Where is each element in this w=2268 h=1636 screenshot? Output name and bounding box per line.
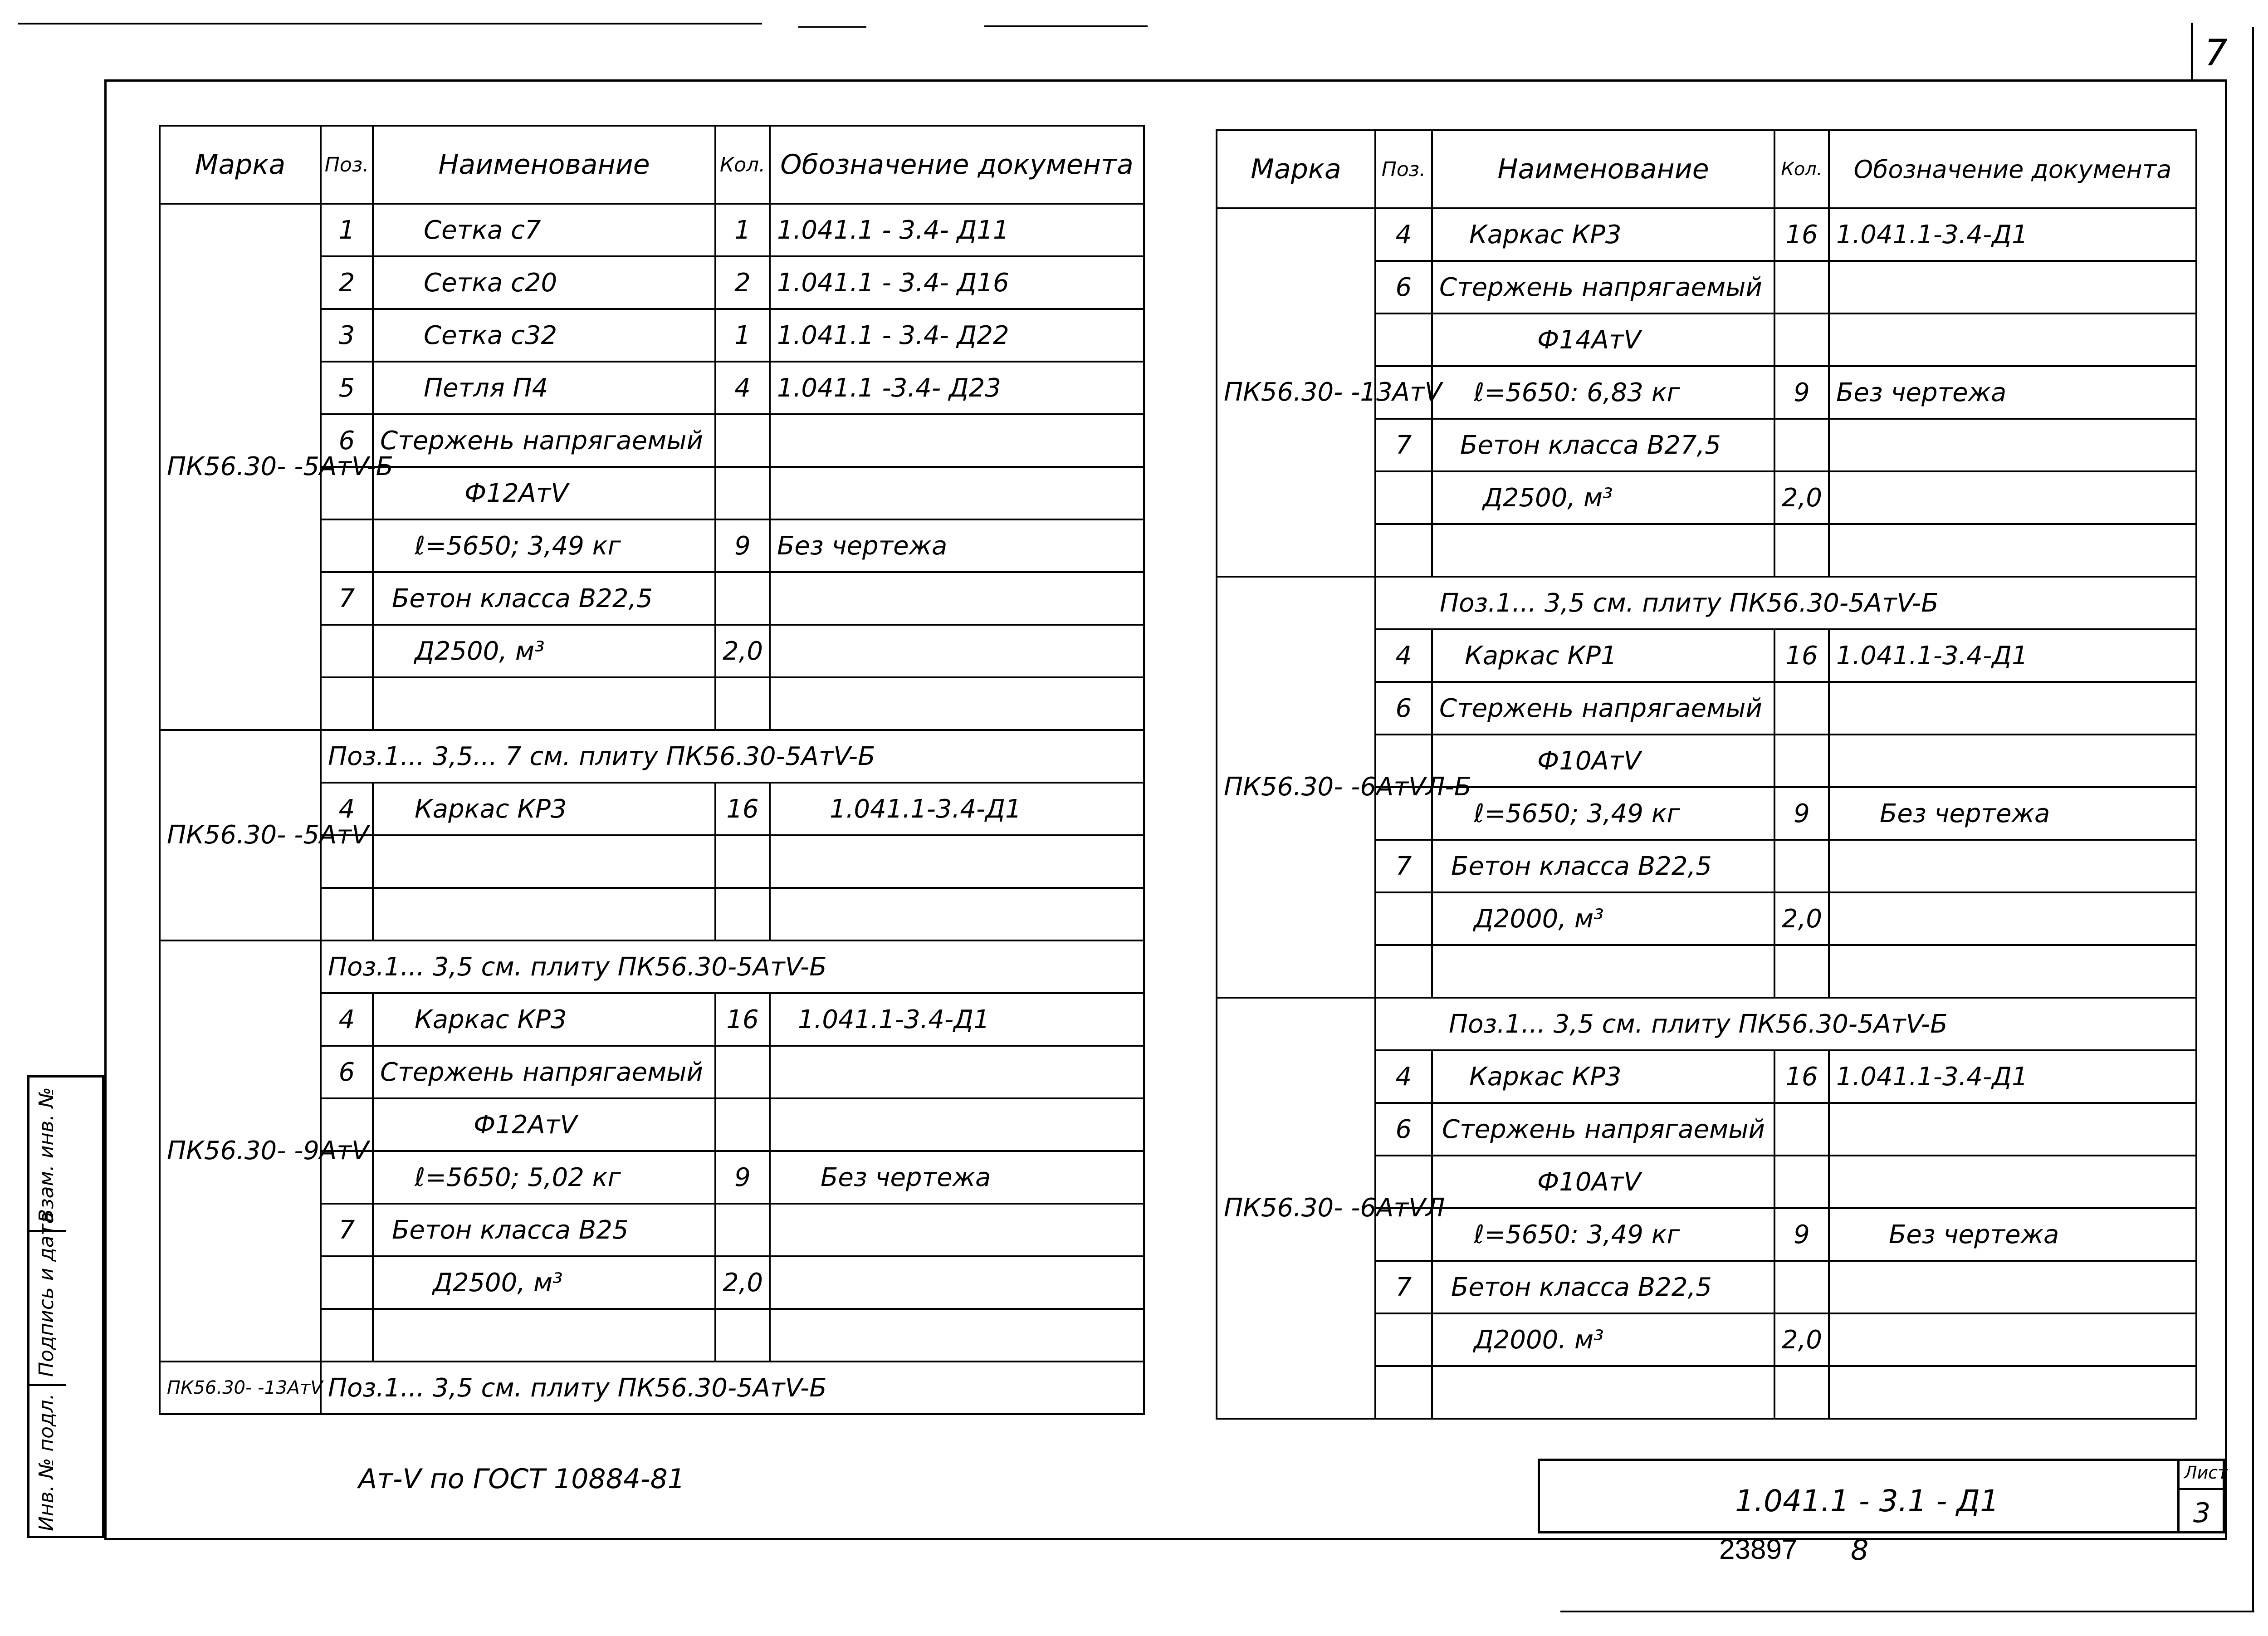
- header-doc: Обозначение документа: [770, 126, 1144, 204]
- cell-doc: Без чертежа: [770, 519, 1144, 572]
- cell-poz: [1375, 892, 1432, 945]
- cell-doc: [770, 1256, 1144, 1309]
- cell-doc: [1829, 471, 2196, 524]
- cell-doc: [1829, 735, 2196, 787]
- table-row: [160, 1362, 1144, 1414]
- cell-name: Каркас КР3: [373, 783, 715, 835]
- cell-name: Д2000, м³: [1432, 892, 1774, 945]
- header-name: Наименование: [373, 126, 715, 204]
- cell-poz: [1375, 471, 1432, 524]
- cell-name: Ф10АтV: [1432, 735, 1774, 787]
- cell-name: Бетон класса В22,5: [1432, 840, 1774, 892]
- cell-doc: [1829, 1261, 2196, 1313]
- title-block-code: 1.041.1 - 3.1 - Д1: [1735, 1484, 1999, 1518]
- header-marka: Марка: [1217, 130, 1375, 208]
- cell-qty: 2,0: [1774, 892, 1829, 945]
- cell-name: Стержень напрягаемый: [1432, 1103, 1774, 1156]
- cell-poz: [321, 1256, 373, 1309]
- cell-poz: 4: [1375, 208, 1432, 261]
- top-rule-3: [798, 26, 866, 28]
- stamp-replacement-label: Взам. инв. №: [35, 1087, 58, 1223]
- cell-doc: 1.041.1-3.4-Д1: [770, 783, 1144, 835]
- cell-poz: [321, 625, 373, 677]
- cell-qty: [1774, 840, 1829, 892]
- group-mark: ПК56.30- -13АтV: [1217, 208, 1375, 577]
- cell-doc: [1829, 313, 2196, 366]
- cell-doc: [1829, 1156, 2196, 1208]
- cell-name: Д2500, м³: [1432, 471, 1774, 524]
- right-edge-rule: [2252, 27, 2254, 1611]
- cell-qty: 16: [1774, 1050, 1829, 1103]
- cell-qty: [1774, 419, 1829, 471]
- cell-name: Сетка с32: [373, 309, 715, 362]
- right-spec-table: [1216, 129, 2197, 1420]
- cell-qty: [1774, 1261, 1829, 1313]
- group-mark: ПК56.30- -9АтV: [160, 940, 321, 1362]
- cell-name: ℓ=5650; 3,49 кг: [373, 519, 715, 572]
- table-row: [1217, 998, 2196, 1050]
- cell-poz: 7: [321, 572, 373, 625]
- cell-poz: [1375, 1313, 1432, 1366]
- cell-name: Ф12АтV: [373, 1098, 715, 1151]
- cell-doc: 1.041.1 - 3.4- Д16: [770, 256, 1144, 309]
- table-row: [160, 730, 1144, 783]
- table-row: [160, 204, 1144, 256]
- footnote: Ат-V по ГОСТ 10884-81: [358, 1463, 685, 1495]
- cell-name: ℓ=5650; 3,49 кг: [1432, 787, 1774, 840]
- sheet-number: 3: [2193, 1497, 2211, 1529]
- cell-doc: [1829, 682, 2196, 735]
- header-poz: Поз.: [321, 126, 373, 204]
- header-doc: Обозначение документа: [1829, 130, 2196, 208]
- cell-doc: 1.041.1-3.4-Д1: [1829, 208, 2196, 261]
- cell-name: Бетон класса В22,5: [1432, 1261, 1774, 1313]
- cell-qty: [1774, 261, 1829, 313]
- sheet-label: Лист: [2184, 1463, 2228, 1483]
- side-stamp: [27, 1075, 104, 1538]
- group-note: Поз.1... 3,5 см. плиту ПК56.30-5АтV-Б: [1375, 998, 2196, 1050]
- header-name: Наименование: [1432, 130, 1774, 208]
- cell-doc: [770, 1098, 1144, 1151]
- cell-name: Каркас КР3: [1432, 208, 1774, 261]
- cell-qty: 16: [715, 783, 770, 835]
- cell-qty: [1774, 313, 1829, 366]
- cell-doc: [1829, 892, 2196, 945]
- cell-doc: 1.041.1 -3.4- Д23: [770, 362, 1144, 414]
- cell-name: Ф14АтV: [1432, 313, 1774, 366]
- cell-name: Сетка с20: [373, 256, 715, 309]
- cell-poz: [321, 519, 373, 572]
- archive-extra: 8: [1851, 1533, 1869, 1567]
- cell-name: Стержень напрягаемый: [373, 414, 715, 467]
- cell-poz: 4: [1375, 1050, 1432, 1103]
- cell-name: ℓ=5650: 6,83 кг: [1432, 366, 1774, 419]
- cell-name: Бетон класса В25: [373, 1204, 715, 1256]
- cell-doc: [770, 625, 1144, 677]
- bottom-rule: [1560, 1611, 2254, 1612]
- cell-doc: [770, 414, 1144, 467]
- cell-doc: [1829, 1313, 2196, 1366]
- cell-doc: 1.041.1 - 3.4- Д22: [770, 309, 1144, 362]
- cell-name: ℓ=5650; 5,02 кг: [373, 1151, 715, 1204]
- cell-doc: Без чертежа: [1829, 787, 2196, 840]
- cell-poz: 6: [321, 414, 373, 467]
- cell-qty: 16: [715, 993, 770, 1046]
- cell-doc: [770, 1046, 1144, 1098]
- page-number: 7: [2204, 32, 2228, 74]
- cell-doc: 1.041.1-3.4-Д1: [1829, 1050, 2196, 1103]
- cell-doc: 1.041.1 - 3.4- Д11: [770, 204, 1144, 256]
- group-mark: ПК56.30- -6АтVЛ: [1217, 998, 1375, 1419]
- cell-qty: 1: [715, 204, 770, 256]
- cell-qty: 2,0: [715, 1256, 770, 1309]
- stamp-signature-label: Подпись и дата: [35, 1211, 58, 1377]
- cell-poz: 7: [1375, 419, 1432, 471]
- cell-qty: 9: [1774, 366, 1829, 419]
- cell-poz: 5: [321, 362, 373, 414]
- top-rule-2: [984, 25, 1148, 27]
- cell-poz: 3: [321, 309, 373, 362]
- cell-qty: 9: [1774, 787, 1829, 840]
- cell-doc: 1.041.1-3.4-Д1: [770, 993, 1144, 1046]
- group-note: Поз.1... 3,5 см. плиту ПК56.30-5АтV-Б: [321, 940, 1144, 993]
- group-mark: ПК56.30- -6АтVЛ-Б: [1217, 577, 1375, 998]
- cell-doc: [1829, 840, 2196, 892]
- cell-name: ℓ=5650: 3,49 кг: [1432, 1208, 1774, 1261]
- group-note: Поз.1... 3,5 см. плиту ПК56.30-5АтV-Б: [321, 1362, 1144, 1414]
- cell-qty: [1774, 682, 1829, 735]
- cell-qty: 9: [715, 519, 770, 572]
- cell-poz: 7: [321, 1204, 373, 1256]
- cell-doc: [770, 467, 1144, 519]
- cell-name: Д2500, м³: [373, 1256, 715, 1309]
- cell-poz: 6: [1375, 1103, 1432, 1156]
- cell-poz: 4: [321, 993, 373, 1046]
- page-number-rule: [2191, 23, 2193, 82]
- cell-poz: [1375, 313, 1432, 366]
- cell-poz: 7: [1375, 1261, 1432, 1313]
- table-row: [1217, 577, 2196, 629]
- cell-doc: [1829, 1103, 2196, 1156]
- cell-name: Бетон класса В22,5: [373, 572, 715, 625]
- cell-poz: 6: [321, 1046, 373, 1098]
- cell-name: Петля П4: [373, 362, 715, 414]
- cell-qty: [1774, 1103, 1829, 1156]
- left-spec-table: [159, 125, 1145, 1415]
- cell-qty: [715, 467, 770, 519]
- table-row: [160, 940, 1144, 993]
- cell-qty: 2,0: [1774, 1313, 1829, 1366]
- cell-name: Каркас КР3: [373, 993, 715, 1046]
- cell-qty: [715, 1204, 770, 1256]
- table-header-row: [160, 126, 1144, 204]
- cell-doc: Без чертежа: [1829, 1208, 2196, 1261]
- cell-name: Каркас КР1: [1432, 629, 1774, 682]
- title-block: [1538, 1459, 2228, 1533]
- group-note: Поз.1... 3,5 см. плиту ПК56.30-5АтV-Б: [1375, 577, 2196, 629]
- group-mark: ПК56.30- -13АтV: [160, 1362, 321, 1414]
- cell-doc: [1829, 261, 2196, 313]
- cell-doc: Без чертежа: [1829, 366, 2196, 419]
- group-mark: ПК56.30- -5АтV: [160, 730, 321, 940]
- cell-poz: 6: [1375, 682, 1432, 735]
- stamp-inventory-label: Инв. № подл.: [35, 1393, 58, 1531]
- cell-name: Д2500, м³: [373, 625, 715, 677]
- header-marka: Марка: [160, 126, 321, 204]
- cell-doc: [1829, 419, 2196, 471]
- cell-qty: 16: [1774, 208, 1829, 261]
- table-header-row: [1217, 130, 2196, 208]
- cell-poz: 4: [1375, 629, 1432, 682]
- cell-qty: [715, 1098, 770, 1151]
- cell-doc: [770, 572, 1144, 625]
- cell-qty: 9: [1774, 1208, 1829, 1261]
- cell-name: Ф12АтV: [373, 467, 715, 519]
- cell-poz: 4: [321, 783, 373, 835]
- cell-name: Бетон класса В27,5: [1432, 419, 1774, 471]
- cell-qty: [715, 1046, 770, 1098]
- cell-doc: [770, 1204, 1144, 1256]
- cell-qty: 1: [715, 309, 770, 362]
- cell-qty: [1774, 1156, 1829, 1208]
- table-row: [1217, 208, 2196, 261]
- cell-name: Каркас КР3: [1432, 1050, 1774, 1103]
- archive-number: 23897: [1719, 1534, 1798, 1565]
- cell-qty: 4: [715, 362, 770, 414]
- cell-name: Сетка с7: [373, 204, 715, 256]
- header-qty: Кол.: [715, 126, 770, 204]
- cell-qty: 9: [715, 1151, 770, 1204]
- header-poz: Поз.: [1375, 130, 1432, 208]
- cell-qty: [715, 414, 770, 467]
- cell-qty: 16: [1774, 629, 1829, 682]
- cell-qty: 2,0: [1774, 471, 1829, 524]
- cell-qty: [1774, 735, 1829, 787]
- cell-qty: 2,0: [715, 625, 770, 677]
- header-qty: Кол.: [1774, 130, 1829, 208]
- cell-name: Стержень напрягаемый: [373, 1046, 715, 1098]
- top-rule-1: [18, 23, 762, 24]
- cell-name: Ф10АтV: [1432, 1156, 1774, 1208]
- cell-doc: Без чертежа: [770, 1151, 1144, 1204]
- cell-poz: 1: [321, 204, 373, 256]
- cell-poz: 2: [321, 256, 373, 309]
- cell-name: Стержень напрягаемый: [1432, 261, 1774, 313]
- cell-qty: 2: [715, 256, 770, 309]
- cell-qty: [715, 572, 770, 625]
- group-note: Поз.1... 3,5... 7 см. плиту ПК56.30-5АтV-Б: [321, 730, 1144, 783]
- cell-name: Стержень напрягаемый: [1432, 682, 1774, 735]
- cell-poz: 7: [1375, 840, 1432, 892]
- group-mark: ПК56.30- -5АтV-Б: [160, 204, 321, 730]
- cell-poz: 6: [1375, 261, 1432, 313]
- cell-doc: 1.041.1-3.4-Д1: [1829, 629, 2196, 682]
- cell-name: Д2000. м³: [1432, 1313, 1774, 1366]
